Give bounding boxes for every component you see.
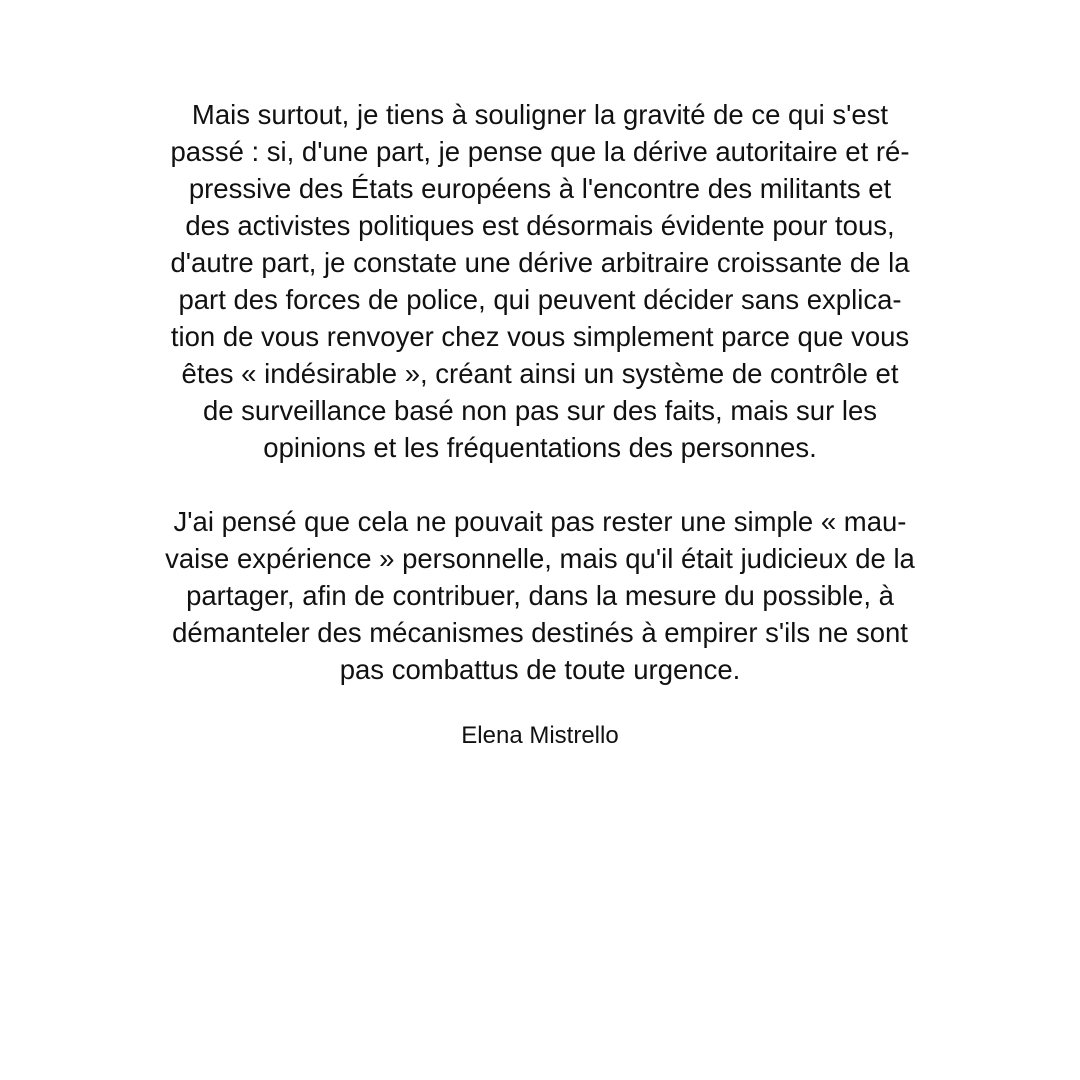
text-line: partager, afin de contribuer, dans la mesure du possible, à: [186, 580, 894, 611]
text-line: tion de vous renvoyer chez vous simplement parce que vous: [170, 321, 910, 352]
text-line: part des forces de police, qui peuvent décider sans explica-: [178, 284, 902, 315]
paragraph-1: [0, 96, 1080, 466]
text-line: démanteler des mécanismes destinés à empirer s'ils ne sont: [172, 617, 908, 648]
text-line: pas combattus de toute urgence.: [339, 654, 741, 685]
author-signature: Elena Mistrello: [461, 722, 619, 749]
text-line: Mais surtout, je tiens à souligner la gravité de ce qui s'est: [191, 99, 889, 130]
text-line: d'autre part, je constate une dérive arbitraire croissante de la: [170, 247, 910, 278]
text-line: passé : si, d'une part, je pense que la dérive autoritaire et ré-: [170, 136, 910, 167]
text-line: pressive des États européens à l'encontre des militants et: [188, 173, 892, 204]
text-line: opinions et les fréquentations des personnes.: [263, 432, 817, 463]
text-line: des activistes politiques est désormais évidente pour tous,: [185, 210, 895, 241]
text-line: J'ai pensé que cela ne pouvait pas rester une simple « mau-: [173, 506, 907, 537]
text-line: êtes « indésirable », créant ainsi un système de contrôle et: [181, 358, 899, 389]
paragraph-2: [0, 503, 1080, 688]
text-line: vaise expérience » personnelle, mais qu'il était judicieux de la: [165, 543, 915, 574]
text-line: de surveillance basé non pas sur des faits, mais sur les: [202, 395, 878, 426]
